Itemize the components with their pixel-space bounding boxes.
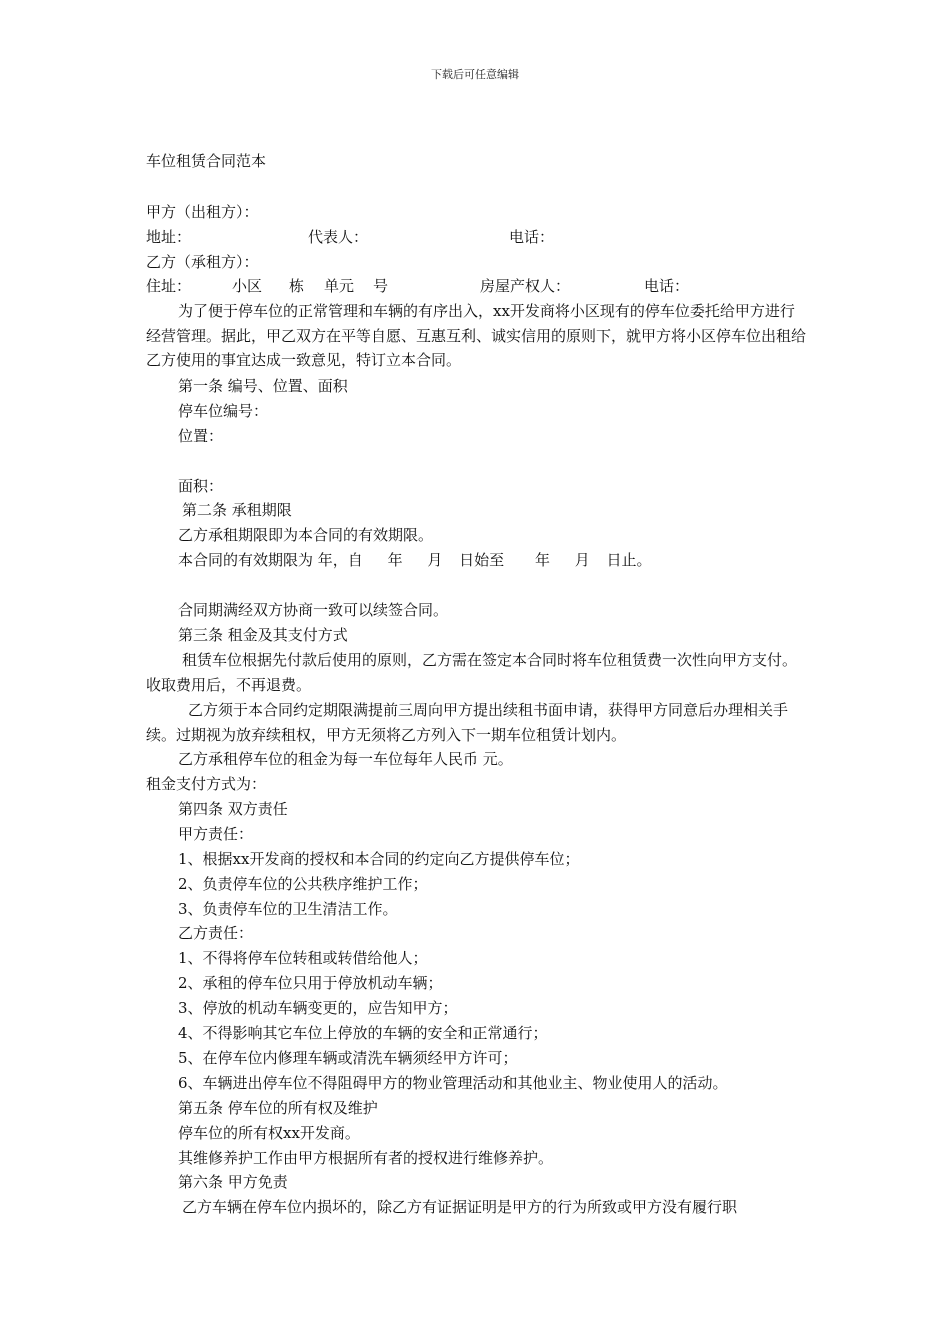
article-2-line-1: 乙方承租期限即为本合同的有效期限。 <box>178 526 434 544</box>
intro-paragraph: 为了便于停车位的正常管理和车辆的有序出入，xx开发商将小区现有的停车位委托给甲方进行经营管理。据此，甲乙双方在平等自愿、互惠互利、诚实信用的原则下，就甲方将小区停车位出租给乙方使用的事宜达成一致意见，特订立本合同。 <box>146 302 807 369</box>
document-title: 车位租赁合同范本 <box>146 152 267 170</box>
party-b-duty: 3、停放的机动车辆变更的，应告知甲方； <box>178 999 458 1017</box>
article-3-paragraph-2: 乙方须于本合同约定期限满提前三周向甲方提出续租书面申请，获得甲方同意后办理相关手续。过期视为放弃续租权，甲方无须将乙方列入下一期车位租赁计划内。 <box>146 701 789 744</box>
article-4-title: 第四条 双方责任 <box>178 800 288 818</box>
article-1-location: 位置： <box>178 427 224 445</box>
party-a-duty: 3、负责停车位的卫生清洁工作。 <box>178 900 398 918</box>
end-month: 月 <box>574 551 590 569</box>
party-b-phone: 电话： <box>644 277 690 295</box>
page-header: 下载后可任意编辑 <box>431 68 519 81</box>
party-a-duty: 2、负责停车位的公共秩序维护工作； <box>178 875 428 893</box>
article-3-paragraph-4: 租金支付方式为： <box>146 775 267 793</box>
article-5-title: 第五条 停车位的所有权及维护 <box>178 1099 378 1117</box>
end-year: 年 <box>534 551 550 569</box>
party-b-duty: 4、不得影响其它车位上停放的车辆的安全和正常通行； <box>178 1024 548 1042</box>
party-a-address: 地址： <box>146 228 192 246</box>
article-1-area: 面积： <box>178 477 224 495</box>
article-5-line-1: 停车位的所有权xx开发商。 <box>178 1124 360 1142</box>
article-2-line-2 <box>178 548 652 572</box>
article-1-number: 停车位编号： <box>178 402 269 420</box>
article-6-line-1: 乙方车辆在停车位内损坏的，除乙方有证据证明是甲方的行为所致或甲方没有履行职 <box>182 1198 738 1216</box>
article-5-line-2: 其维修养护工作由甲方根据所有者的授权进行维修养护。 <box>178 1149 554 1167</box>
party-b-building: 栋 <box>289 277 305 295</box>
end-day: 日止。 <box>606 551 652 569</box>
party-b-duties-title: 乙方责任： <box>178 924 254 942</box>
party-a-representative: 代表人： <box>308 228 369 246</box>
party-a-duty: 1、根据xx开发商的授权和本合同的约定向乙方提供停车位； <box>178 850 580 868</box>
start-year: 年 <box>387 551 403 569</box>
party-b-duty: 6、车辆进出停车位不得阻碍甲方的物业管理活动和其他业主、物业使用人的活动。 <box>178 1074 728 1092</box>
party-b-label: 乙方（承租方）： <box>146 253 259 271</box>
party-b-room: 号 <box>373 277 389 295</box>
article-3-title: 第三条 租金及其支付方式 <box>178 626 348 644</box>
party-b-unit: 单元 <box>324 277 355 295</box>
party-b-duty: 5、在停车位内修理车辆或清洗车辆须经甲方许可； <box>178 1049 518 1067</box>
party-b-duty: 1、不得将停车位转租或转借给他人； <box>178 949 428 967</box>
article-3-paragraph-3: 乙方承租停车位的租金为每一车位每年人民币 元。 <box>178 750 513 768</box>
party-a-label: 甲方（出租方）： <box>146 203 259 221</box>
article-2-line-3: 合同期满经双方协商一致可以续签合同。 <box>178 601 449 619</box>
party-a-duties-title: 甲方责任： <box>178 825 254 843</box>
article-6-title: 第六条 甲方免责 <box>178 1173 288 1191</box>
article-1-title: 第一条 编号、位置、面积 <box>178 377 348 395</box>
term-years: 本合同的有效期限为 年，自 <box>178 551 363 569</box>
party-b-duty: 2、承租的停车位只用于停放机动车辆； <box>178 974 443 992</box>
start-month: 月 <box>427 551 443 569</box>
article-2-title: 第二条 承租期限 <box>182 501 292 519</box>
party-a-phone: 电话： <box>509 228 555 246</box>
start-day: 日始至 <box>459 551 505 569</box>
article-3-paragraph-1: 租赁车位根据先付款后使用的原则，乙方需在签定本合同时将车位租赁费一次性向甲方支付。收取费用后，不再退费。 <box>146 651 798 694</box>
party-b-community: 小区 <box>232 277 263 295</box>
party-b-owner: 房屋产权人： <box>480 277 571 295</box>
party-b-residence: 住址： <box>146 277 192 295</box>
